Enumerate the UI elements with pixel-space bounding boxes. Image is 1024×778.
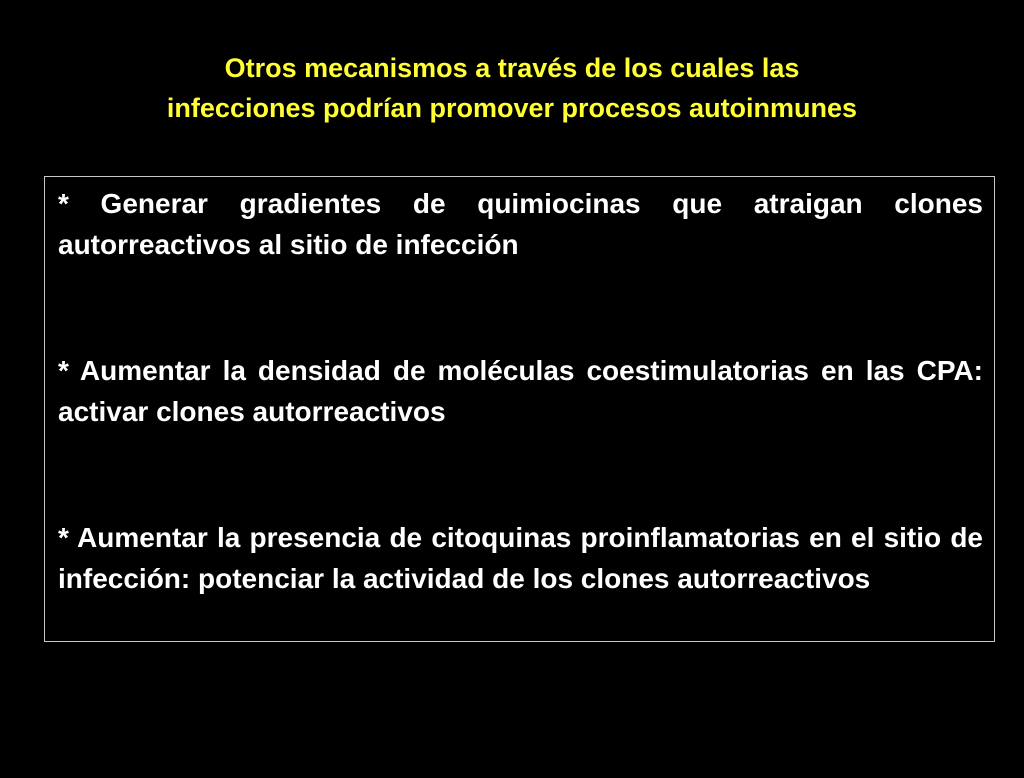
bullet-item-2: * Aumentar la densidad de moléculas coestimulatorias en las CPA: activar clones autorreactivos [58, 355, 983, 427]
slide-title-line-1: Otros mecanismos a través de los cuales las [224, 53, 800, 83]
bullet-item-1: * Generar gradientes de quimiocinas que atraigan clones autorreactivos al sitio de infección [58, 188, 983, 260]
content-box [44, 176, 995, 642]
slide-title [0, 48, 1024, 128]
slide-title-line-2: infecciones podrían promover procesos autoinmunes [166, 93, 858, 123]
bullet-item-3: * Aumentar la presencia de citoquinas proinflamatorias en el sitio de infección: potenciar la actividad de los clones autorreactivos [58, 522, 983, 594]
